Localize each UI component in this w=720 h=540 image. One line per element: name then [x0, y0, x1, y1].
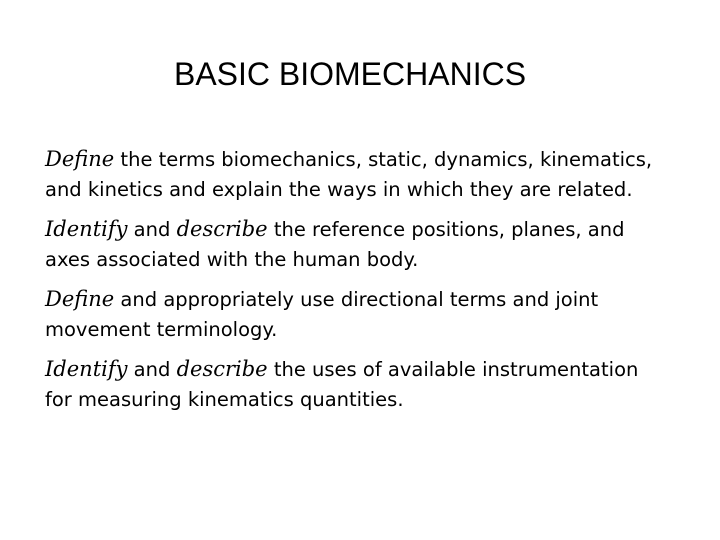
objective-verb-secondary: describe [176, 217, 268, 241]
objectives-list [45, 144, 665, 424]
objective-verb: Define [45, 147, 115, 171]
objective-text: and [127, 358, 177, 381]
objective-item [45, 354, 665, 415]
objective-text-secondary: the reference positions, planes, and axes associated with the human body. [45, 218, 625, 271]
objective-item [45, 144, 665, 205]
objective-item [45, 284, 665, 345]
objective-verb: Identify [45, 217, 128, 241]
objective-item [45, 214, 665, 275]
objective-text-secondary: the uses of available instrumentation for measuring kinematics quantities. [45, 358, 639, 411]
objective-verb: Define [45, 287, 115, 311]
objective-text: and appropriately use directional terms and joint movement terminology. [45, 288, 599, 341]
slide-title: BASIC BIOMECHANICS [173, 56, 527, 92]
objective-text: and [127, 218, 177, 241]
objective-verb-secondary: describe [176, 357, 268, 381]
objective-verb: Identify [45, 357, 128, 381]
objective-text: the terms biomechanics, static, dynamics, kinematics, and kinetics and explain the ways in which they are related. [45, 148, 653, 201]
